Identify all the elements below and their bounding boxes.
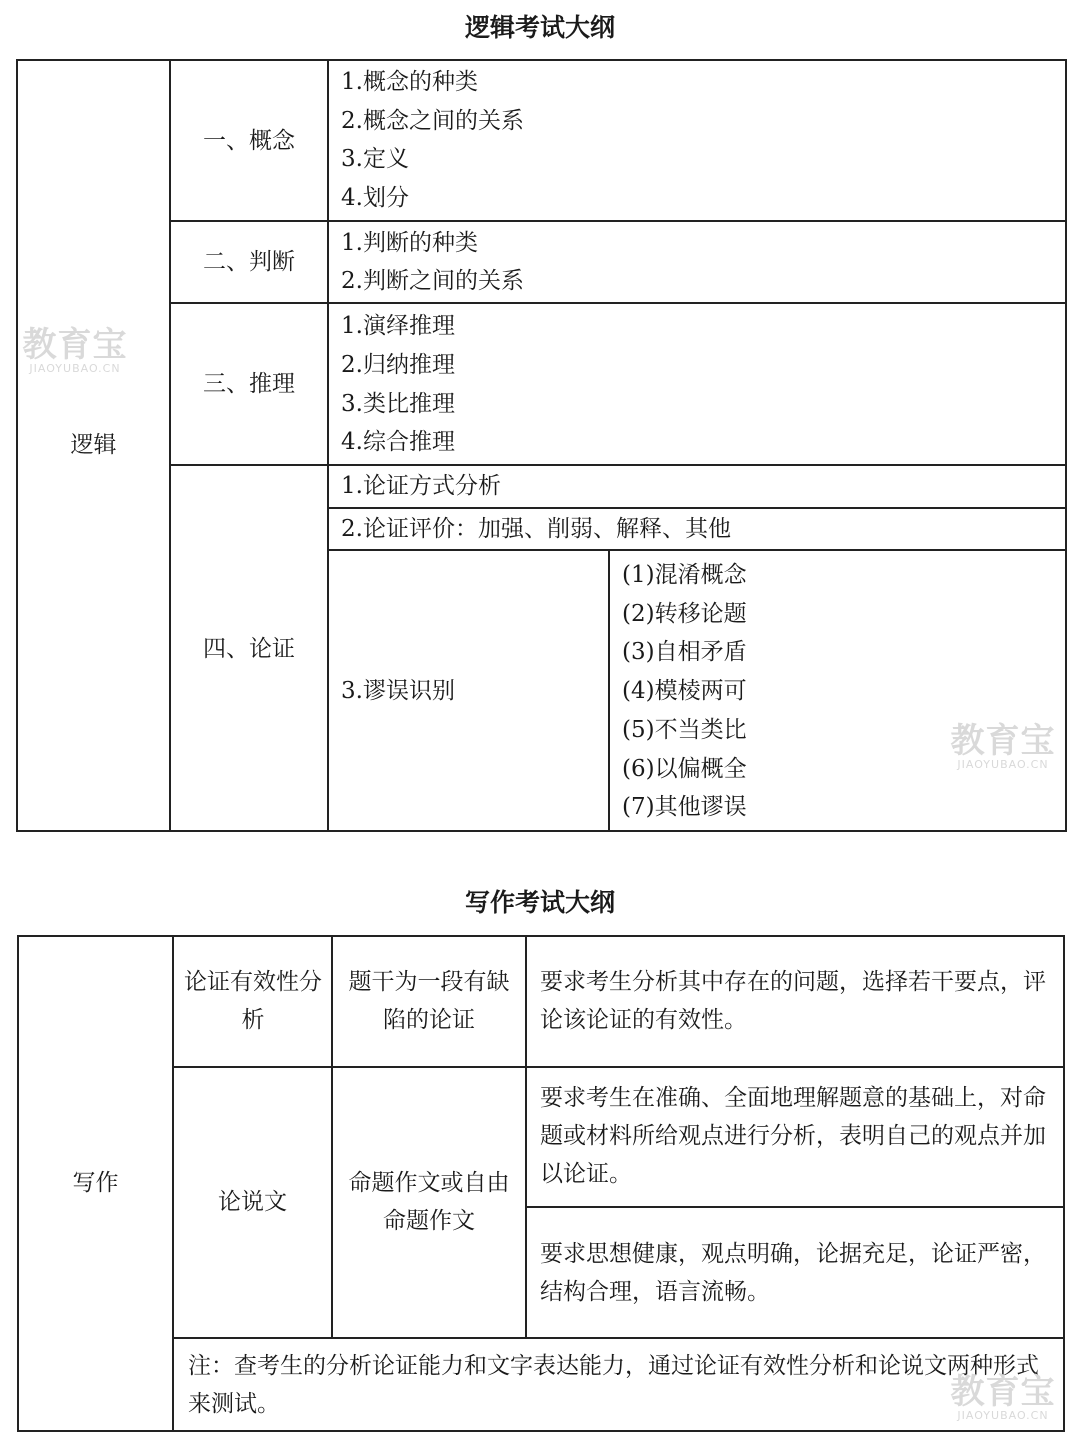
- section-name-argument: 四、论证: [203, 636, 295, 662]
- section-name-judgment: 二、判断: [203, 249, 295, 275]
- outline-item: 1.概念的种类: [341, 69, 478, 95]
- fallacy-item: (4)模棱两可: [622, 678, 747, 704]
- fallacy-item: (1)混淆概念: [622, 562, 747, 588]
- section-name-concept: 一、概念: [203, 128, 295, 154]
- outline-item: 1.判断的种类: [341, 230, 478, 256]
- fallacy-item: (5)不当类比: [622, 717, 747, 743]
- outline-item: 3.类比推理: [341, 391, 455, 417]
- writing-subject-cell: 写作: [72, 1170, 119, 1196]
- outline-item: 2.论证评价：加强、削弱、解释、其他: [341, 516, 731, 542]
- writing-requirement: 要求考生分析其中存在的问题，选择若干要点，评论该论证的有效性。: [540, 969, 1046, 1033]
- watermark-logo: 教育宝 JIAOYUBAO.CN: [950, 721, 1056, 771]
- outline-item: 2.判断之间的关系: [341, 268, 524, 294]
- watermark-logo: 教育宝 JIAOYUBAO.CN: [950, 1372, 1056, 1422]
- writing-format: 题干为一段有缺陷的论证: [348, 969, 510, 1033]
- outline-item: 1.演绎推理: [341, 313, 455, 339]
- writing-requirement: 要求考生在准确、全面地理解题意的基础上，对命题或材料所给观点进行分析，表明自己的观点并加以论证。: [540, 1085, 1046, 1187]
- outline-item: 1.论证方式分析: [341, 473, 501, 499]
- outline-item: 4.综合推理: [341, 429, 455, 455]
- outline-item: 3.定义: [341, 146, 409, 172]
- fallacy-item: (2)转移论题: [622, 601, 747, 627]
- outline-item: 2.概念之间的关系: [341, 108, 524, 134]
- fallacy-item: (7)其他谬误: [622, 794, 747, 820]
- fallacy-item: (6)以偏概全: [622, 756, 747, 782]
- writing-note: 注：查考生的分析论证能力和文字表达能力，通过论证有效性分析和论说文两种形式来测试。: [188, 1353, 1039, 1417]
- logic-subject-cell: 逻辑: [70, 432, 117, 458]
- writing-type-essay: 论说文: [218, 1189, 287, 1215]
- section-name-reasoning: 三、推理: [203, 371, 295, 397]
- writing-format: 命题作文或自由命题作文: [348, 1170, 510, 1234]
- outline-item: 2.归纳推理: [341, 352, 455, 378]
- fallacy-label: 3.谬误识别: [341, 678, 455, 704]
- fallacy-item: (3)自相矛盾: [622, 639, 747, 665]
- watermark-logo: 教育宝 JIAOYUBAO.CN: [22, 325, 128, 375]
- logic-outline-title: 逻辑考试大纲: [464, 13, 615, 42]
- writing-requirement: 要求思想健康，观点明确，论据充足，论证严密，结构合理，语言流畅。: [540, 1241, 1046, 1305]
- writing-outline-title: 写作考试大纲: [464, 888, 615, 917]
- writing-type-argument-analysis: 论证有效性分析: [184, 969, 322, 1033]
- outline-item: 4.划分: [341, 185, 409, 211]
